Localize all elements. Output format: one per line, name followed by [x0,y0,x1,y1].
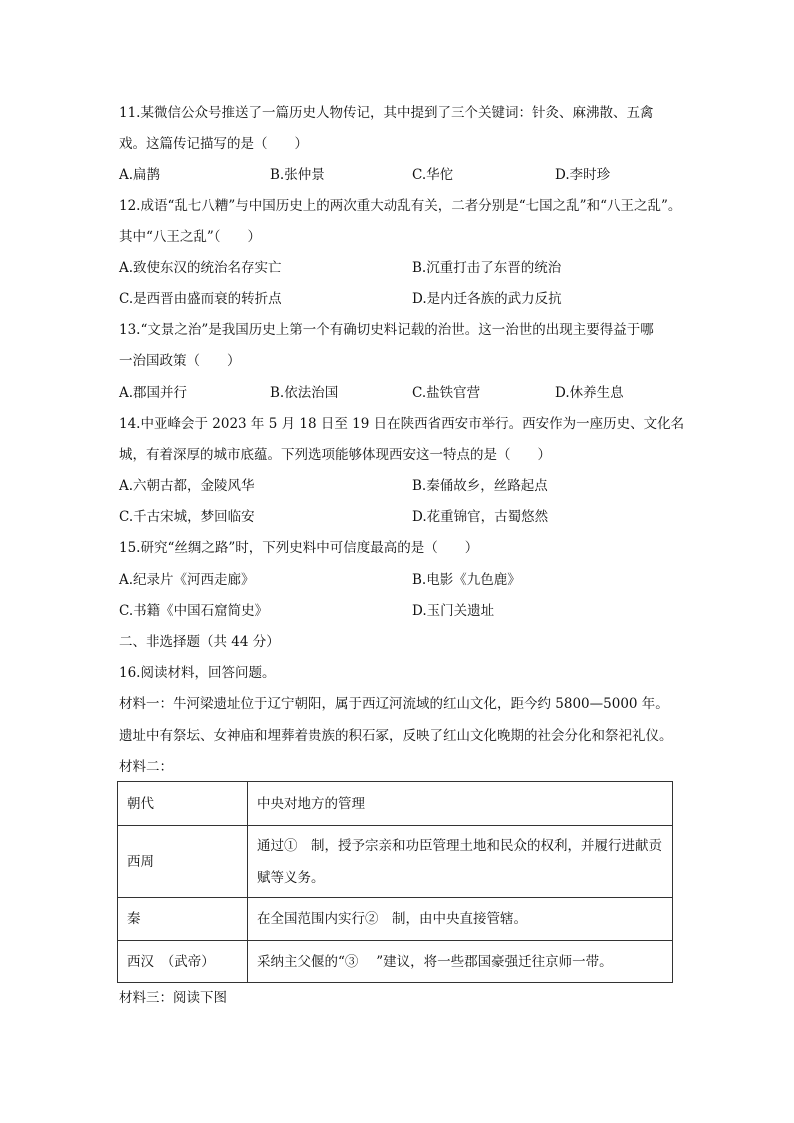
q11-option-d[interactable]: D.李时珍 [555,167,611,183]
table-cell-dynasty: 秦 [118,898,248,941]
q13-stem-line1: 13.“文景之治”是我国历史上第一个有确切史料记载的治世。这一治世的出现主要得益于哪 [119,322,654,338]
q12-stem-line1: 12.成语“乱七八糟”与中国历史上的两次重大动乱有关，二者分别是“七国之乱”和“八王之乱”。 [119,198,682,214]
q14-option-c[interactable]: C.千古宋城，梦回临安 [119,509,255,525]
q11-option-a[interactable]: A.扁鹊 [119,167,161,183]
table-row [118,826,673,898]
table-row [118,898,673,941]
q15-option-d[interactable]: D.玉门关遗址 [412,603,495,619]
q15-stem: 15.研究“丝绸之路”时，下列史料中可信度最高的是（ ） [119,540,479,556]
q12-stem-line2: 其中“八王之乱”（ ） [119,229,262,245]
table-header-row [118,782,673,826]
table-row [118,941,673,983]
table-cell-dynasty: 西周 [118,826,248,898]
q11-stem-line2: 戏。这篇传记描写的是（ ） [119,136,308,152]
q14-stem-line2: 城，有着深厚的城市底蕴。下列选项能够体现西安这一特点的是（ ） [119,447,551,463]
q13-option-b[interactable]: B.依法治国 [270,385,339,401]
q12-option-c[interactable]: C.是西晋由盛而衰的转折点 [119,291,282,307]
q11-option-c[interactable]: C.华佗 [412,167,454,183]
q14-option-b[interactable]: B.秦俑故乡，丝路起点 [412,478,548,494]
q12-option-d[interactable]: D.是内迁各族的武力反抗 [412,291,562,307]
q12-option-a[interactable]: A.致使东汉的统治名存实亡 [119,260,282,276]
table-cell-management: 采纳主父偃的“③ ”建议，将一些郡国豪强迁往京师一带。 [248,941,673,983]
material1-line1: 材料一：牛河梁遗址位于辽宁朝阳，属于西辽河流域的红山文化，距今约 5800—5000 年。 [119,696,669,712]
section2-heading: 二、非选择题（共 44 分） [119,634,280,650]
table-header-cell: 朝代 [118,782,248,826]
q13-option-a[interactable]: A.郡国并行 [119,385,188,401]
q15-option-c[interactable]: C.书籍《中国石窟简史》 [119,603,269,619]
q13-option-d[interactable]: D.休养生息 [555,385,624,401]
q12-option-b[interactable]: B.沉重打击了东晋的统治 [412,260,562,276]
material3-label: 材料三：阅读下图 [119,990,227,1006]
table-cell-management: 在全国范围内实行② 制，由中央直接管辖。 [248,898,673,941]
material2-label: 材料二： [119,759,173,775]
table-cell-management: 通过① 制，授予宗亲和功臣管理土地和民众的权利，并履行进献贡赋等义务。 [248,826,673,898]
q15-option-b[interactable]: B.电影《九色鹿》 [412,572,521,588]
material1-line2: 遗址中有祭坛、女神庙和埋葬着贵族的积石冢，反映了红山文化晚期的社会分化和祭祀礼仪。 [119,728,673,744]
q13-stem-line2: 一治国政策（ ） [119,353,241,369]
q11-option-b[interactable]: B.张仲景 [270,167,325,183]
q16-intro: 16.阅读材料，回答问题。 [119,665,276,681]
table-header-cell: 中央对地方的管理 [248,782,673,826]
q13-option-c[interactable]: C.盐铁官营 [412,385,481,401]
table-cell-dynasty: 西汉 （武帝） [118,941,248,983]
material2-table [117,781,673,983]
q14-stem-line1: 14.中亚峰会于 2023 年 5 月 18 日至 19 日在陕西省西安市举行。西安作为一座历史、文化名 [119,416,685,432]
q11-stem-line1: 11.某微信公众号推送了一篇历史人物传记，其中提到了三个关键词：针灸、麻沸散、五禽 [119,105,654,121]
q14-option-d[interactable]: D.花重锦官，古蜀悠然 [412,509,549,525]
q15-option-a[interactable]: A.纪录片《河西走廊》 [119,572,255,588]
q14-option-a[interactable]: A.六朝古都，金陵风华 [119,478,255,494]
